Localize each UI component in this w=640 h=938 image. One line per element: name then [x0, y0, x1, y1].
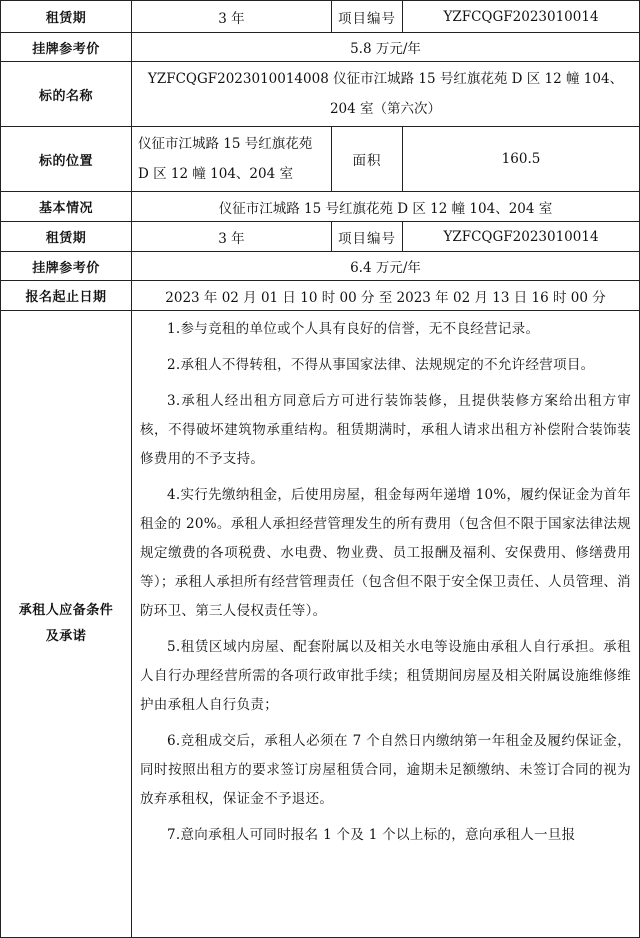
basic-info-label: 基本情况 — [1, 192, 132, 222]
project-number-label: 项目编号 — [332, 1, 403, 33]
lease-term-label: 租赁期 — [1, 1, 132, 33]
lease-term-value-2: 3 年 — [132, 222, 332, 252]
row-basic-info — [1, 192, 640, 222]
condition-item: 2.承租人不得转租，不得从事国家法律、法规规定的不允许经营项目。 — [167, 357, 595, 373]
lessee-conditions-content — [132, 311, 640, 938]
listing-price-label: 挂牌参考价 — [1, 33, 132, 62]
target-name-value: YZFCQGF2023010014008 仪征市江城路 15 号红旗花苑 D 区 12 幢 104、204 室（第六次） — [132, 62, 640, 127]
listing-price-value-2: 6.4 万元/年 — [132, 252, 640, 281]
area-value: 160.5 — [403, 127, 640, 192]
condition-item: 6.竞租成交后，承租人必须在 7 个自然日内缴纳第一年租金及履约保证金，同时按照出租方的要求签订房屋租赁合同，逾期未足额缴纳、未签订合同的视为放弃承租权，保证金不予退还。 — [140, 733, 631, 807]
basic-info-value: 仪征市江城路 15 号红旗花苑 D 区 12 幢 104、204 室 — [132, 192, 640, 222]
row-listing-price-1 — [1, 33, 640, 62]
target-location-label: 标的位置 — [1, 127, 132, 192]
lessee-conditions-label-line1: 承租人应备条件 — [18, 603, 114, 618]
condition-item: 4.实行先缴纳租金，后使用房屋，租金每两年递增 10%，履约保证金为首年租金的 20%。承租人承担经营管理发生的所有费用（包含但不限于国家法律法规规定缴费的各项税费、水电费、物业费、员工报酬及福利、安保费用、修缮费用等）；承租人承担所有经营管理责任（包含但不限于安全保卫责任、人员管理、消防环卫、第三人侵权责任等）。 — [140, 487, 631, 619]
row-target-location — [1, 127, 640, 192]
area-label: 面积 — [332, 127, 403, 192]
listing-price-value: 5.8 万元/年 — [132, 33, 640, 62]
condition-item: 3.承租人经出租方同意后方可进行装饰装修，且提供装修方案给出租方审核，不得破坏建筑物承重结构。租赁期满时，承租人请求出租方补偿附合装饰装修费用的不予支持。 — [140, 393, 631, 467]
target-location-value: 仪征市江城路 15 号红旗花苑 D 区 12 幢 104、204 室 — [132, 127, 332, 192]
row-lease-term-2 — [1, 222, 640, 252]
condition-item: 7.意向承租人可同时报名 1 个及 1 个以上标的，意向承租人一旦报 — [167, 827, 576, 843]
registration-period-label: 报名起止日期 — [1, 281, 132, 311]
row-lessee-conditions — [1, 311, 640, 938]
project-number-value-2: YZFCQGF2023010014 — [403, 222, 640, 252]
row-lease-term-1 — [1, 1, 640, 33]
registration-period-value: 2023 年 02 月 01 日 10 时 00 分 至 2023 年 02 月 13 日 16 时 00 分 — [132, 281, 640, 311]
target-name-label: 标的名称 — [1, 62, 132, 127]
lease-term-label-2: 租赁期 — [1, 222, 132, 252]
condition-item: 1.参与竞租的单位或个人具有良好的信誉，无不良经营记录。 — [167, 321, 540, 337]
lease-term-value: 3 年 — [132, 1, 332, 33]
listing-price-label-2: 挂牌参考价 — [1, 252, 132, 281]
project-number-value: YZFCQGF2023010014 — [403, 1, 640, 33]
lessee-conditions-label-line2: 及承诺 — [45, 629, 87, 644]
project-number-label-2: 项目编号 — [332, 222, 403, 252]
condition-item: 5.租赁区域内房屋、配套附属以及相关水电等设施由承租人自行承担。承租人自行办理经营所需的各项行政审批手续；租赁期间房屋及相关附属设施维修维护由承租人自行负责； — [140, 639, 631, 713]
row-registration-period — [1, 281, 640, 311]
row-listing-price-2 — [1, 252, 640, 281]
lessee-conditions-label — [1, 311, 132, 938]
row-target-name — [1, 62, 640, 127]
